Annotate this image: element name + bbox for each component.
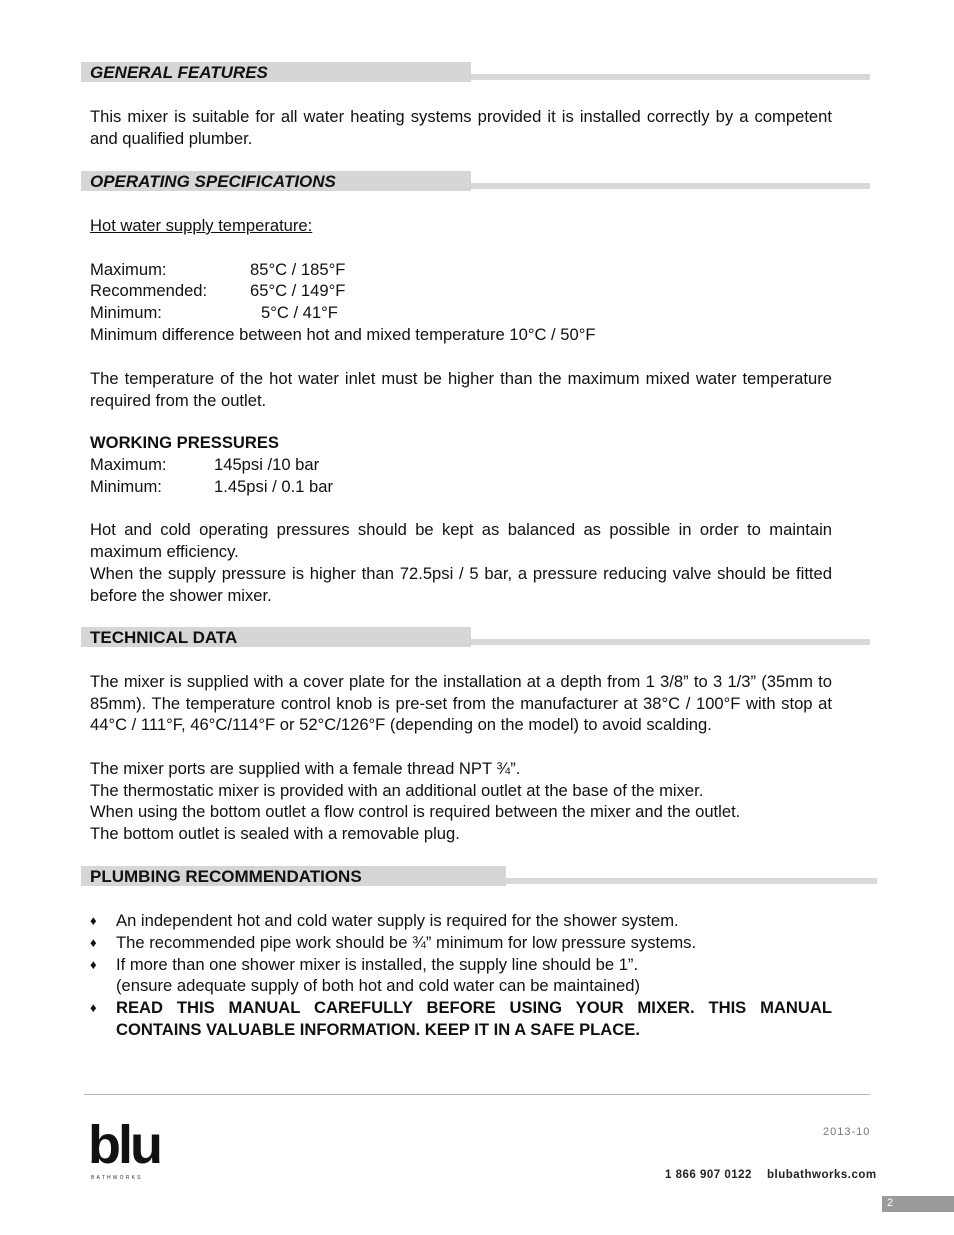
technical-text-3: The thermostatic mixer is provided with an additional outlet at the base of the mixer. — [90, 781, 704, 800]
plumbing-item-3-note: (ensure adequate supply of both hot and cold water can be maintained) — [116, 976, 640, 995]
working-pressures-heading: WORKING PRESSURES — [90, 433, 280, 452]
logo-subtitle: BATHWORKS — [91, 1175, 143, 1181]
temp-max-label: Maximum: — [90, 260, 167, 279]
footer-divider — [84, 1094, 870, 1095]
section-title: GENERAL FEATURES — [90, 63, 268, 82]
general-features-text: This mixer is suitable for all water heating systems provided it is installed correctly by a competent and qualified plumber. — [90, 107, 832, 148]
temp-recommended-value: 65°C / 149°F — [250, 281, 346, 300]
pressure-reducing-text: When the supply pressure is higher than 72.5psi / 5 bar, a pressure reducing valve should be fitted before the shower mixer. — [90, 564, 832, 605]
min-difference-text: Minimum difference between hot and mixed temperature 10°C / 50°F — [90, 325, 596, 344]
technical-text-1: The mixer is supplied with a cover plate for the installation at a depth from 1 3/8” to 3 1/3” (35mm to 85mm). The temperature control knob is pre-set from the manufacturer at 38°C / 100°F with stop at 44°C / 111°F, 46°C/114°F or 52°C/126°F (depending on the model) to avoid scalding. — [90, 672, 832, 735]
blu-logo: blu — [88, 1115, 160, 1175]
pressure-max-label: Maximum: — [90, 455, 167, 474]
plumbing-item-2: The recommended pipe work should be ¾” minimum for low pressure systems. — [116, 933, 697, 952]
pressure-min-value: 1.45psi / 0.1 bar — [214, 477, 334, 496]
bullet-icon: ♦ — [90, 913, 97, 928]
page-number-badge — [882, 1196, 954, 1212]
plumbing-item-4-warning: READ THIS MANUAL CAREFULLY BEFORE USING YOUR MIXER. THIS MANUAL CONTAINS VALUABLE INFORMATION. KEEP IT IN A SAFE PLACE. — [116, 998, 832, 1039]
section-title: PLUMBING RECOMMENDATIONS — [90, 867, 362, 886]
bullet-icon: ♦ — [90, 935, 97, 950]
website-link[interactable]: blubathworks.com — [767, 1169, 877, 1181]
pressure-max-value: 145psi /10 bar — [214, 455, 320, 474]
technical-text-5: The bottom outlet is sealed with a removable plug. — [90, 824, 460, 843]
bullet-icon: ♦ — [90, 1000, 97, 1015]
pressure-min-label: Minimum: — [90, 477, 162, 496]
temp-min-value: 5°C / 41°F — [261, 303, 338, 322]
bullet-icon: ♦ — [90, 957, 97, 972]
section-title: TECHNICAL DATA — [90, 628, 238, 647]
hot-water-label: Hot water supply temperature: — [90, 216, 313, 235]
revision-date: 2013-10 — [823, 1126, 871, 1138]
plumbing-item-3: If more than one shower mixer is installed, the supply line should be 1”. — [116, 955, 639, 974]
technical-text-4: When using the bottom outlet a flow control is required between the mixer and the outlet. — [90, 802, 741, 821]
inlet-temperature-text: The temperature of the hot water inlet must be higher than the maximum mixed water temperature required from the outlet. — [90, 369, 832, 410]
phone-number: 1 866 907 0122 — [665, 1169, 752, 1181]
section-title: OPERATING SPECIFICATIONS — [90, 172, 336, 191]
pressure-balance-text: Hot and cold operating pressures should be kept as balanced as possible in order to maintain maximum efficiency. — [90, 520, 832, 561]
temp-min-label: Minimum: — [90, 303, 162, 322]
temp-recommended-label: Recommended: — [90, 281, 208, 300]
page-number: 2 — [887, 1197, 894, 1209]
plumbing-item-1: An independent hot and cold water supply is required for the shower system. — [116, 911, 679, 930]
temp-max-value: 85°C / 185°F — [250, 260, 346, 279]
technical-text-2: The mixer ports are supplied with a female thread NPT ¾”. — [90, 759, 521, 778]
